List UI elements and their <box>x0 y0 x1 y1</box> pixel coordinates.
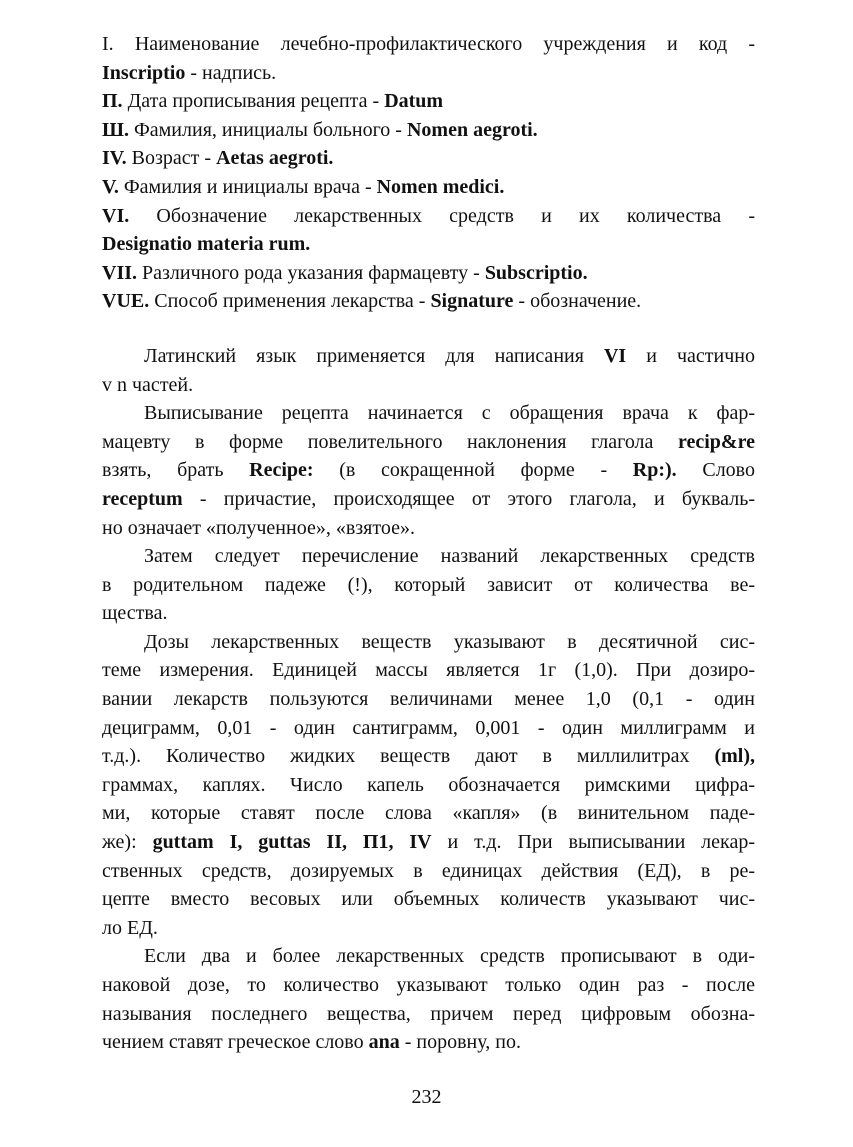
term-rp: Rp:). <box>632 459 677 482</box>
term-guttam: guttam I, guttas II, П1, IV <box>152 831 432 854</box>
term-signature: Signature <box>430 290 514 313</box>
list-item-1: I. Наименование лечебно-профилактического учреждения и код - <box>102 33 755 55</box>
term-nomen-aegroti: Nomen aegroti. <box>406 118 538 141</box>
paragraph-5: Если два и более лекарственных средств прописывают в оди- наковой дозе, то количество указывают только один раз - после называния последнего вещества, причем перед цифровым обозна- чением ставят греческое слово ana - поровну, по. <box>102 945 755 1054</box>
list-item-7: VII. Различного рода указания фармацевту - Subscriptio. <box>102 261 588 284</box>
prescription-parts-list <box>102 30 755 316</box>
term-inscriptio: Inscriptio <box>102 61 186 84</box>
list-item-8: VUE. Способ применения лекарства - Signature - обозначение. <box>102 290 642 313</box>
paragraph-4: Дозы лекарственных веществ указывают в десятичной сис- теме измерения. Единицей массы является 1г (1,0). При дозиро- вании лекарств пользуются величинами менее 1,0 (0,1 - один дециграмм, 0,01 - один сантиграмм, 0,001 - один миллиграмм и т.д.). Количество жидких веществ дают в миллилитрах (ml), граммах, каплях. Число капель обозначается римскими цифра- ми, которые ставят после слова «капля» (в винительном паде- же): guttam I, guttas II, П1, IV и т.д. При выписывании лекар- ственных средств, дозируемых в единицах действия (ЕД), в ре- цепте вместо весовых или объемных количеств указывают чис- ло ЕД. <box>102 630 755 939</box>
paragraph-2: Выписывание рецепта начинается с обращения врача к фар- мацевту в форме повелительного наклонения глагола recip&re взять, брать Recipe: (в сокращенной форме - Rp:). Слово receptum - причастие, происходящее от этого глагола, и букваль- но означает «полученное», «взятое». <box>102 402 755 539</box>
list-item-6: VI. Обозначение лекарственных средств и их количества - <box>102 204 755 227</box>
page-body <box>102 30 755 1057</box>
page-number: 232 <box>411 1086 442 1108</box>
list-item-2: П. Дата прописывания рецепта - Datum <box>102 90 444 113</box>
list-item-5: V. Фамилия и инициалы врача - Nomen medici. <box>102 175 505 198</box>
term-subscriptio: Subscriptio. <box>484 261 588 284</box>
term-aetas-aegroti: Aetas aegroti. <box>216 147 334 170</box>
list-item-4: IV. Возраст - Aetas aegroti. <box>102 147 334 170</box>
term-nomen-medici: Nomen medici. <box>376 175 505 198</box>
term-datum: Datum <box>384 90 444 113</box>
term-recipere: recip&re <box>677 430 755 453</box>
term-recipe: Recipe: <box>249 459 314 482</box>
term-receptum: receptum <box>102 487 183 510</box>
list-item-6-continuation <box>102 230 755 259</box>
list-item-1-continuation: Inscriptio - надпись. <box>102 61 277 84</box>
list-item-3: Ш. Фамилия, инициалы больного - Nomen aegroti. <box>102 118 538 141</box>
section-gap <box>102 316 755 342</box>
term-ana: ana <box>368 1031 400 1054</box>
paragraph-3: Затем следует перечисление названий лекарственных средств в родительном падеже (!), который зависит от количества ве- щества. <box>102 545 755 625</box>
paragraph-1: Латинский язык применяется для написания VI и частично v n частей. <box>102 344 755 396</box>
term-designatio: Designatio materia rum. <box>102 233 311 256</box>
term-ml: (ml), <box>714 745 755 768</box>
